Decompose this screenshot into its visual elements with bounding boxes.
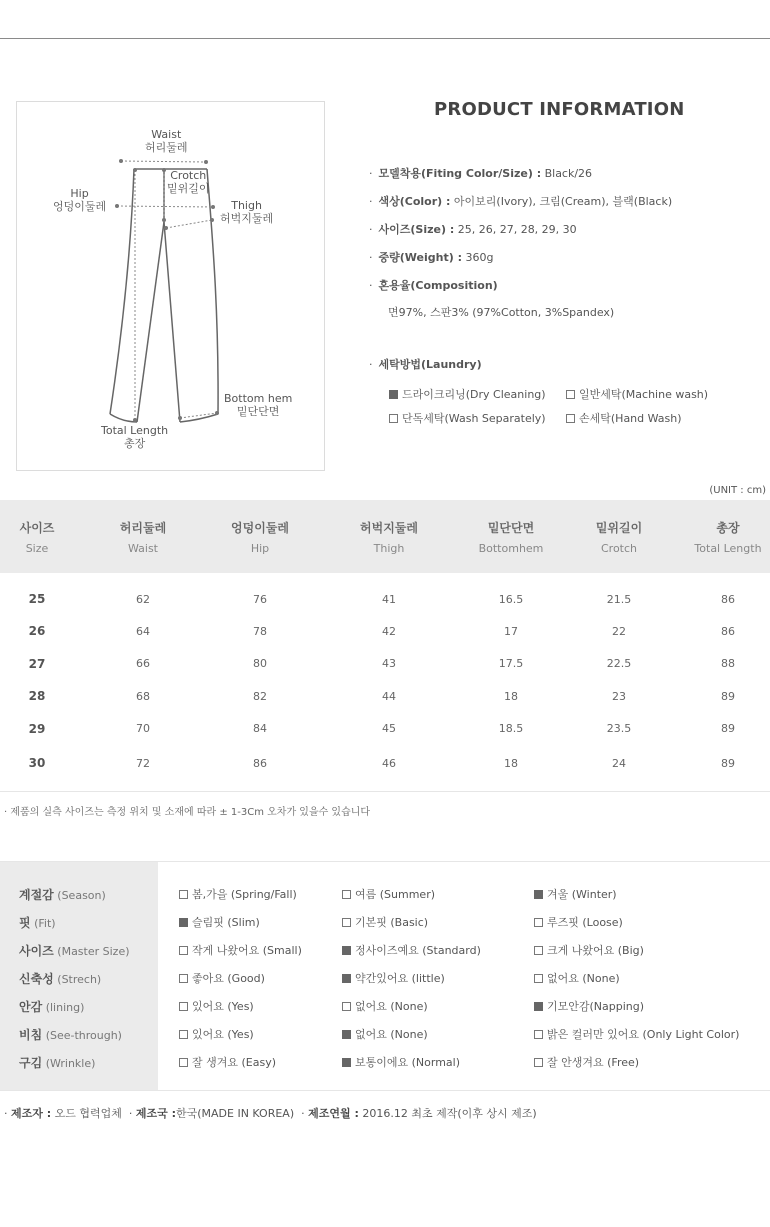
attribute-option-label: 있어요 (Yes) <box>192 1000 254 1013</box>
header-ko: 엉덩이둘레 <box>231 520 289 535</box>
pants-diagram <box>16 101 325 471</box>
attribute-label-ko: 안감 <box>19 1000 43 1014</box>
attribute-option <box>179 886 297 902</box>
attribute-option <box>342 1054 460 1070</box>
cell-thigh: 44 <box>382 689 396 703</box>
cell-size: 30 <box>28 756 46 770</box>
attribute-option <box>534 970 620 986</box>
cell-hip: 82 <box>253 689 267 703</box>
unchecked-box-icon <box>534 946 543 955</box>
header-total-length <box>686 500 770 573</box>
composition-value: 면97%, 스판3% (97%Cotton, 3%Spandex) <box>388 306 615 319</box>
cell-crotch: 22 <box>612 624 626 638</box>
attribute-label <box>19 1054 95 1071</box>
laundry-option-label: 드라이크리닝(Dry Cleaning) <box>402 388 546 401</box>
cell-hip: 78 <box>253 624 267 638</box>
thigh-ko: 허벅지둘레 <box>220 212 274 225</box>
laundry-dry-cleaning <box>389 386 546 402</box>
attribute-option-label: 없어요 (None) <box>355 1000 428 1013</box>
attribute-option-label: 겨울 (Winter) <box>547 888 617 901</box>
bottom-en: Bottom hem <box>224 392 293 405</box>
unchecked-box-icon <box>342 918 351 927</box>
table-row <box>0 648 770 681</box>
cell-waist: 62 <box>136 592 150 606</box>
measurement-note: · 제품의 실측 사이즈는 측정 위치 및 소재에 따라 ± 1-3Cm 오차가 있을수 있습니다 <box>4 807 371 818</box>
attribute-option <box>534 1026 739 1042</box>
header-hip <box>212 500 308 573</box>
size-table <box>0 500 770 781</box>
attribute-option <box>179 914 260 930</box>
header-size <box>0 500 74 573</box>
attribute-option <box>342 1026 428 1042</box>
unit-label: (UNIT : cm) <box>709 485 766 496</box>
info-value: 25, 26, 27, 28, 29, 30 <box>457 223 577 236</box>
header-en: Total Length <box>694 541 762 555</box>
attribute-option-label: 있어요 (Yes) <box>192 1028 254 1041</box>
header-en: Bottomhem <box>478 541 544 555</box>
cell-bottomhem: 16.5 <box>498 592 524 606</box>
cell-crotch: 21.5 <box>606 592 632 606</box>
header-ko: 사이즈 <box>19 520 55 535</box>
maker-label: 제조자 : <box>11 1107 52 1120</box>
attribute-option <box>342 942 481 958</box>
info-label: 중량(Weight) : <box>378 251 462 264</box>
unchecked-box-icon <box>179 974 188 983</box>
checked-box-icon <box>342 946 351 955</box>
waist-en: Waist <box>151 128 182 141</box>
unchecked-box-icon <box>179 946 188 955</box>
attribute-option <box>342 886 435 902</box>
cell-thigh: 45 <box>382 722 396 736</box>
attribute-label-en: (Strech) <box>57 973 102 986</box>
attribute-label-en: (lining) <box>45 1001 85 1014</box>
info-row-composition <box>369 277 498 293</box>
cell-bottomhem: 17.5 <box>498 657 524 671</box>
info-label: 색상(Color) : <box>378 195 451 208</box>
divider <box>0 1090 770 1091</box>
cell-size: 29 <box>28 721 46 736</box>
checked-box-icon <box>389 390 398 399</box>
bullet: · <box>369 251 373 264</box>
attribute-option-label: 잘 생겨요 (Easy) <box>192 1056 277 1069</box>
size-table-header <box>0 500 770 573</box>
table-row <box>0 713 770 746</box>
header-thigh <box>308 500 470 573</box>
hip-en: Hip <box>70 187 89 200</box>
diagram-label-bottom <box>224 392 292 418</box>
info-value: 360g <box>465 251 494 264</box>
date-label: 제조연월 : <box>308 1107 359 1120</box>
cell-thigh: 43 <box>382 657 396 671</box>
cell-hip: 80 <box>253 657 267 671</box>
cell-crotch: 22.5 <box>606 657 632 671</box>
info-value: 아이보리(Ivory), 크림(Cream), 블랙(Black) <box>453 195 673 208</box>
cell-thigh: 42 <box>382 624 396 638</box>
table-row <box>0 680 770 713</box>
attribute-option <box>342 970 445 986</box>
attribute-label <box>19 1026 122 1043</box>
cell-bottomhem: 18 <box>504 756 518 770</box>
attribute-label <box>19 970 101 987</box>
thigh-en: Thigh <box>231 199 262 212</box>
attribute-option-label: 슬림핏 (Slim) <box>192 916 260 929</box>
laundry-wash-separately <box>389 410 546 426</box>
attribute-option <box>534 942 644 958</box>
attribute-option-label: 없어요 (None) <box>547 972 620 985</box>
attribute-option-label: 기본핏 (Basic) <box>355 916 429 929</box>
attribute-label-ko: 비침 <box>19 1028 43 1042</box>
attribute-label-ko: 신축성 <box>19 972 54 986</box>
bullet: · <box>369 223 373 236</box>
cell-total-length: 89 <box>721 756 735 770</box>
attribute-label-ko: 계절감 <box>19 888 54 902</box>
cell-waist: 70 <box>136 722 150 736</box>
checked-box-icon <box>534 1002 543 1011</box>
diagram-label-total <box>101 424 168 450</box>
attribute-option <box>179 970 265 986</box>
attribute-option-label: 여름 (Summer) <box>355 888 436 901</box>
cell-bottomhem: 17 <box>504 624 518 638</box>
unchecked-box-icon <box>534 1058 543 1067</box>
diagram-label-waist <box>145 128 188 154</box>
cell-thigh: 41 <box>382 592 396 606</box>
unchecked-box-icon <box>534 974 543 983</box>
cell-total-length: 89 <box>721 689 735 703</box>
cell-hip: 84 <box>253 722 267 736</box>
date-value: 2016.12 최초 제작(이후 상시 제조) <box>362 1107 537 1120</box>
info-label: 모델착용(Fiting Color/Size) : <box>378 167 542 180</box>
attribute-label-en: (See-through) <box>45 1029 122 1042</box>
info-row-weight <box>369 249 493 265</box>
unchecked-box-icon <box>534 918 543 927</box>
table-row <box>0 745 770 781</box>
cell-size: 27 <box>28 656 46 671</box>
laundry-option-label: 단독세탁(Wash Separately) <box>402 412 546 425</box>
cell-total-length: 88 <box>721 657 735 671</box>
diagram-label-crotch <box>167 169 210 195</box>
header-ko: 총장 <box>716 520 740 535</box>
info-row-size <box>369 221 577 237</box>
attribute-option-label: 보통이에요 (Normal) <box>355 1056 461 1069</box>
laundry-machine-wash <box>566 386 708 402</box>
attribute-label-ko: 핏 <box>19 916 31 930</box>
attribute-label <box>19 942 130 959</box>
header-ko: 밑단단면 <box>487 520 535 535</box>
diagram-label-hip <box>53 187 106 213</box>
cell-crotch: 23 <box>612 689 626 703</box>
cell-waist: 72 <box>136 756 150 770</box>
laundry-label: 세탁방법(Laundry) <box>378 358 482 371</box>
laundry-option-label: 손세탁(Hand Wash) <box>579 412 682 425</box>
hip-ko: 엉덩이둘레 <box>53 200 107 213</box>
checked-box-icon <box>342 974 351 983</box>
unchecked-box-icon <box>179 890 188 899</box>
info-row-laundry <box>369 356 482 372</box>
bullet: · <box>369 167 373 180</box>
cell-waist: 66 <box>136 657 150 671</box>
attribute-option-label: 잘 안생겨요 (Free) <box>547 1056 640 1069</box>
bullet: · <box>369 358 373 371</box>
diagram-label-thigh <box>220 199 273 225</box>
info-label: 혼용율(Composition) <box>378 279 498 292</box>
header-ko: 허리둘레 <box>119 520 167 535</box>
attribute-option <box>534 1054 639 1070</box>
header-bottomhem <box>470 500 552 573</box>
info-row-color <box>369 193 672 209</box>
cell-size: 28 <box>28 689 46 704</box>
cell-hip: 76 <box>253 592 267 606</box>
cell-crotch: 23.5 <box>606 722 632 736</box>
attribute-label-en: (Master Size) <box>57 945 130 958</box>
country-value: 한국(MADE IN KOREA) <box>175 1107 295 1120</box>
divider <box>0 791 770 792</box>
bullet: · <box>369 279 373 292</box>
cell-bottomhem: 18 <box>504 689 518 703</box>
crotch-en: Crotch <box>170 169 207 182</box>
maker-value: 오드 협력업체 <box>54 1107 122 1120</box>
bullet: · <box>369 195 373 208</box>
attribute-option-label: 밝은 컬러만 있어요 (Only Light Color) <box>547 1028 740 1041</box>
header-en: Waist <box>127 541 158 555</box>
attribute-option-label: 없어요 (None) <box>355 1028 428 1041</box>
laundry-option-label: 일반세탁(Machine wash) <box>579 388 709 401</box>
attribute-option-label: 기모안감(Napping) <box>547 1000 645 1013</box>
info-row-fitting <box>369 165 592 181</box>
attribute-option-label: 약간있어요 (little) <box>355 972 445 985</box>
attribute-option <box>534 998 644 1014</box>
cell-waist: 64 <box>136 624 150 638</box>
crotch-ko: 밑위길이 <box>167 182 210 195</box>
attribute-option <box>179 1054 276 1070</box>
cell-waist: 68 <box>136 689 150 703</box>
laundry-hand-wash <box>566 410 682 426</box>
unchecked-box-icon <box>566 414 575 423</box>
header-en: Thigh <box>373 541 405 555</box>
info-label: 사이즈(Size) : <box>378 223 455 236</box>
header-ko: 허벅지둘레 <box>360 520 418 535</box>
attribute-option <box>342 914 428 930</box>
unchecked-box-icon <box>342 890 351 899</box>
top-divider <box>0 38 770 39</box>
manufacturer-info: · 제조자 : 오드 협력업체 · 제조국 :한국(MADE IN KOREA) · 제조연월 : 2016.12 최초 제작(이후 상시 제조) <box>4 1107 537 1120</box>
checked-box-icon <box>342 1058 351 1067</box>
attribute-option <box>534 886 617 902</box>
attribute-label <box>19 998 84 1015</box>
attribute-option-label: 좋아요 (Good) <box>192 972 265 985</box>
cell-size: 26 <box>28 624 46 639</box>
unchecked-box-icon <box>179 1002 188 1011</box>
attribute-label-en: (Fit) <box>34 917 56 930</box>
attribute-label <box>19 886 106 903</box>
unchecked-box-icon <box>566 390 575 399</box>
attribute-label-ko: 사이즈 <box>19 944 54 958</box>
attribute-option-label: 작게 나왔어요 (Small) <box>192 944 302 957</box>
attribute-option-label: 루즈핏 (Loose) <box>547 916 623 929</box>
cell-bottomhem: 18.5 <box>498 722 524 736</box>
checked-box-icon <box>179 918 188 927</box>
product-info-title: PRODUCT INFORMATION <box>434 99 685 120</box>
unchecked-box-icon <box>389 414 398 423</box>
bottom-ko: 밑단단면 <box>236 405 280 418</box>
attribute-label-ko: 구김 <box>19 1056 43 1070</box>
attribute-option <box>179 1026 254 1042</box>
total-en: Total Length <box>101 424 169 437</box>
cell-hip: 86 <box>253 756 267 770</box>
attribute-option <box>534 914 623 930</box>
checked-box-icon <box>534 890 543 899</box>
header-crotch <box>552 500 686 573</box>
attribute-option <box>342 998 428 1014</box>
unchecked-box-icon <box>342 1002 351 1011</box>
attribute-label-en: (Wrinkle) <box>45 1057 96 1070</box>
table-row <box>0 615 770 648</box>
attribute-label <box>19 914 56 931</box>
cell-total-length: 86 <box>721 624 735 638</box>
checked-box-icon <box>342 1030 351 1039</box>
attribute-option-label: 크게 나왔어요 (Big) <box>547 944 644 957</box>
attribute-option-label: 봄,가을 (Spring/Fall) <box>192 888 297 901</box>
unchecked-box-icon <box>179 1030 188 1039</box>
cell-crotch: 24 <box>612 756 626 770</box>
total-ko: 총장 <box>123 437 146 450</box>
info-value: Black/26 <box>544 167 593 180</box>
attribute-label-en: (Season) <box>57 889 106 902</box>
attribute-option-label: 정사이즈예요 (Standard) <box>355 944 481 957</box>
header-en: Crotch <box>600 541 638 555</box>
cell-total-length: 89 <box>721 722 735 736</box>
unchecked-box-icon <box>179 1058 188 1067</box>
cell-size: 25 <box>28 592 46 606</box>
waist-ko: 허리둘레 <box>145 141 188 154</box>
header-waist <box>74 500 212 573</box>
header-en: Size <box>25 541 49 555</box>
cell-total-length: 86 <box>721 592 735 606</box>
header-ko: 밑위길이 <box>595 520 643 535</box>
cell-thigh: 46 <box>382 756 396 770</box>
country-label: 제조국 : <box>135 1107 176 1120</box>
table-row <box>0 573 770 615</box>
attribute-option <box>179 942 302 958</box>
unchecked-box-icon <box>534 1030 543 1039</box>
attribute-option <box>179 998 254 1014</box>
header-en: Hip <box>250 541 270 555</box>
